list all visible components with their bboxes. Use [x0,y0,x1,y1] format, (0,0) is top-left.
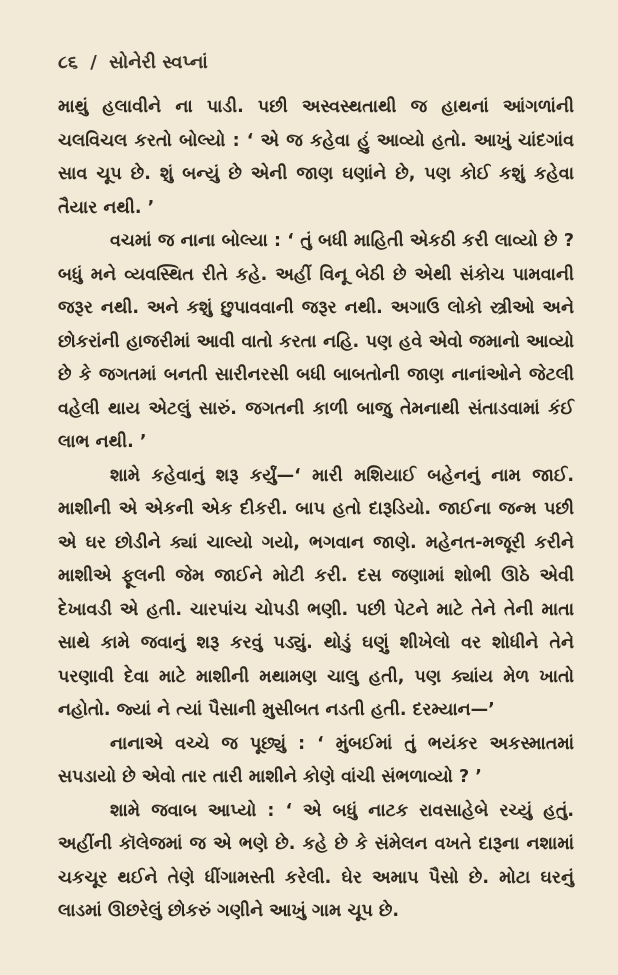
header-separator: / [90,52,97,73]
paragraph: નાનાએ વચ્ચે જ પૂછ્યું : ‘ મુંબઈમાં તું ભયંકર અકસ્માતમાં સપડાયો છે એવો તાર તારી માશીને કોણે વાંચી સંભળાવ્યો ? ’ [58,733,574,787]
page-number: ૮૬ [58,52,78,73]
paragraph: શામે જવાબ આપ્યો : ‘ એ બધું નાટક રાવસાહેબે રચ્યું હતું. અહીંની કૉલેજમાં જ એ ભણે છે. કહે છે કે સંમેલન વખતે દારૂના નશામાં ચકચૂર થઈને તેણે ધીંગામસ્તી કરેલી. ઘેર અમાપ પૈસો છે. મોટા ઘરનું લાડમાં ઊછરેલું છોકરું ગણીને આખું ગામ ચૂપ છે. [58,800,574,921]
paragraph: વચમાં જ નાના બોલ્યા : ‘ તું બધી માહિતી એકઠી કરી લાવ્યો છે ? બધું મને વ્યવસ્થિત રીતે કહે. અહીં વિનૂ બેઠી છે એથી સંકોચ પામવાની જરૂર નથી. અને કશું છુપાવવાની જરૂર નથી. અગાઉ લોકો સ્ત્રીઓ અને છોકરાંની હાજરીમાં આવી વાતો કરતા નહિ. પણ હવે એવો જમાનો આવ્યો છે કે જગતમાં બનતી સારીનરસી બધી બાબતોની જાણ નાનાંઓને જેટલી વહેલી થાય એટલું સારું. જગતની કાળી બાજુ તેમનાથી સંતાડવામાં કંઈ લાભ નથી. ’ [58,231,574,452]
book-title: સોનેરી સ્વપ્નાં [109,52,208,73]
paragraph: માથું હલાવીને ના પાડી. પછી અસ્વસ્થતાથી જ હાથનાં આંગળાંની ચલવિચલ કરતો બોલ્યો : ‘ એ જ કહેવા હું આવ્યો હતો. આખું ચાંદગાંવ સાવ ચૂપ છે. શું બન્યું છે એની જાણ ઘણાંને છે, પણ કોઈ કશું કહેવા તૈયાર નથી. ’ [58,97,574,218]
paragraph: શામે કહેવાનું શરૂ કર્યું—‘ મારી મશિયાઈ બહેનનું નામ જાઈ. માશીની એ એકની એક દીકરી. બાપ હતો દારૂડિયો. જાઈના જન્મ પછી એ ઘર છોડીને ક્યાં ચાલ્યો ગયો, ભગવાન જાણે. મહેનત-મજૂરી કરીને માશીએ ફૂલની જેમ જાઈને મોટી કરી. દસ જણામાં શોભી ઊઠે એવી દેખાવડી એ હતી. ચારપાંચ ચોપડી ભણી. પછી પેટને માટે તેને તેની માતા સાથે કામે જવાનું શરૂ કરવું પડ્યું. થોડું ઘણું શીખેલો વર શોધીને તેને પરણાવી દેવા માટે માશીની મથામણ ચાલુ હતી, પણ ક્યાંય મેળ ખાતો નહોતો. જ્યાં ને ત્યાં પૈસાની મુસીબત નડતી હતી. દરમ્યાન—’ [58,465,574,720]
running-header [58,52,574,73]
